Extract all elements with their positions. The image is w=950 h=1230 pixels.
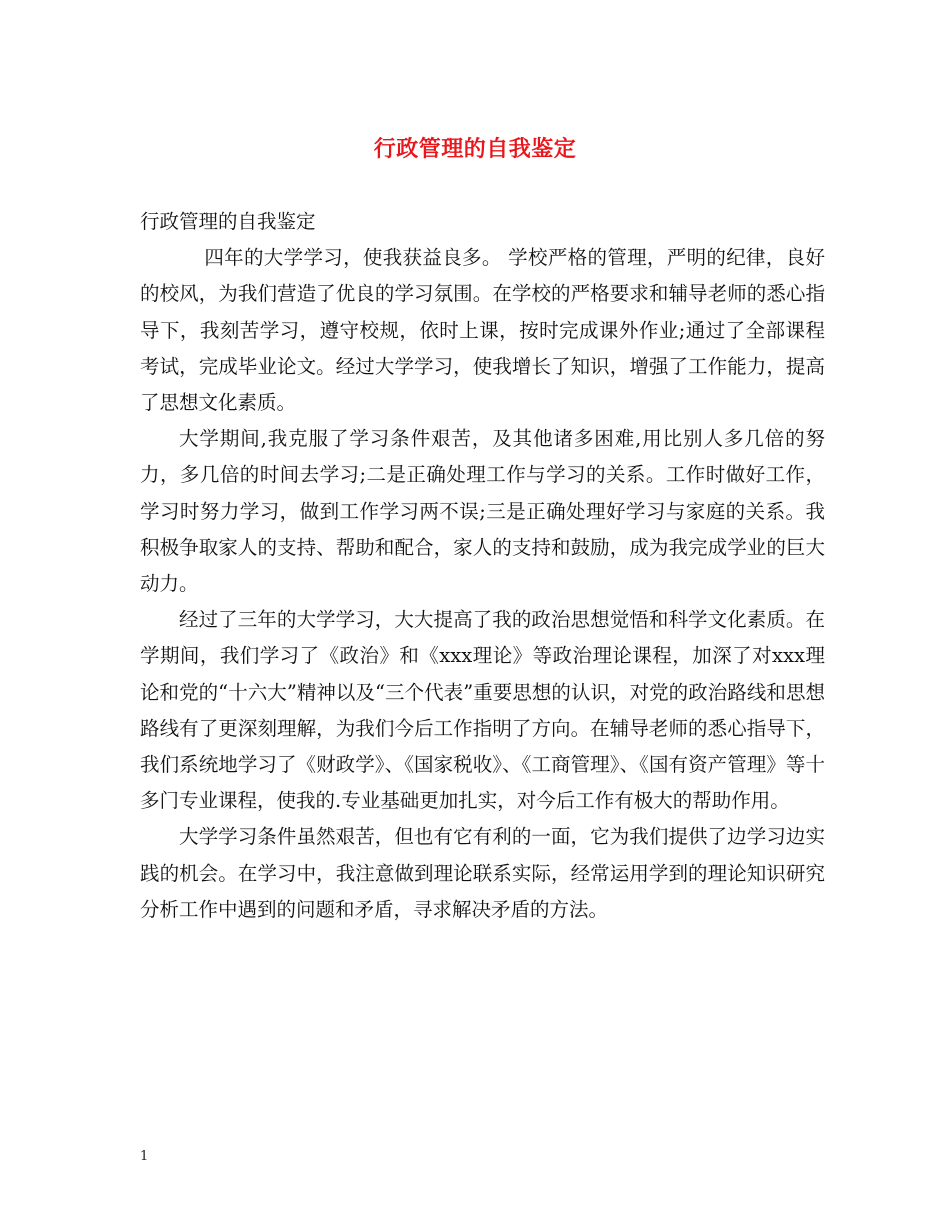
document-body <box>140 204 825 928</box>
page-number: 1 <box>140 1149 149 1164</box>
paragraph-4: 大学学习条件虽然艰苦，但也有它有利的一面，它为我们提供了边学习边实践的机会。在学习中，我注意做到理论联系实际，经常运用学到的理论知识研究分析工作中遇到的问题和矛盾，寻求解决矛盾的方法。 <box>140 825 825 921</box>
document-title: 行政管理的自我鉴定 <box>373 136 577 162</box>
paragraph-3: 经过了三年的大学学习，大大提高了我的政治思想觉悟和科学文化素质。在学期间，我们学习了《政治》和《xxx理论》等政治理论课程，加深了对xxx理论和党的“十六大”精神以及“三个代表”重要思想的认识，对党的政治路线和思想路线有了更深刻理解，为我们今后工作指明了方向。在辅导老师的悉心指导下，我们系统地学习了《财政学》、《国家税收》、《工商管理》、《国有资产管理》等十多门专业课程，使我的.专业基础更加扎实，对今后工作有极大的帮助作用。 <box>140 608 825 813</box>
body-subtitle: 行政管理的自我鉴定 <box>140 210 316 233</box>
paragraph-1: 四年的大学学习，使我获益良多。 学校严格的管理，严明的纪律，良好的校风，为我们营造了优良的学习氛围。在学校的严格要求和辅导老师的悉心指导下，我刻苦学习，遵守校规，依时上课，按时完成课外作业;通过了全部课程考试，完成毕业论文。经过大学学习，使我增长了知识，增强了工作能力，提高了思想文化素质。 <box>140 246 825 415</box>
paragraph-2: 大学期间,我克服了学习条件艰苦，及其他诸多困难,用比别人多几倍的努力，多几倍的时间去学习;二是正确处理工作与学习的关系。工作时做好工作，学习时努力学习，做到工作学习两不误;三是正确处理好学习与家庭的关系。我积极争取家人的支持、帮助和配合，家人的支持和鼓励，成为我完成学业的巨大动力。 <box>140 427 825 596</box>
